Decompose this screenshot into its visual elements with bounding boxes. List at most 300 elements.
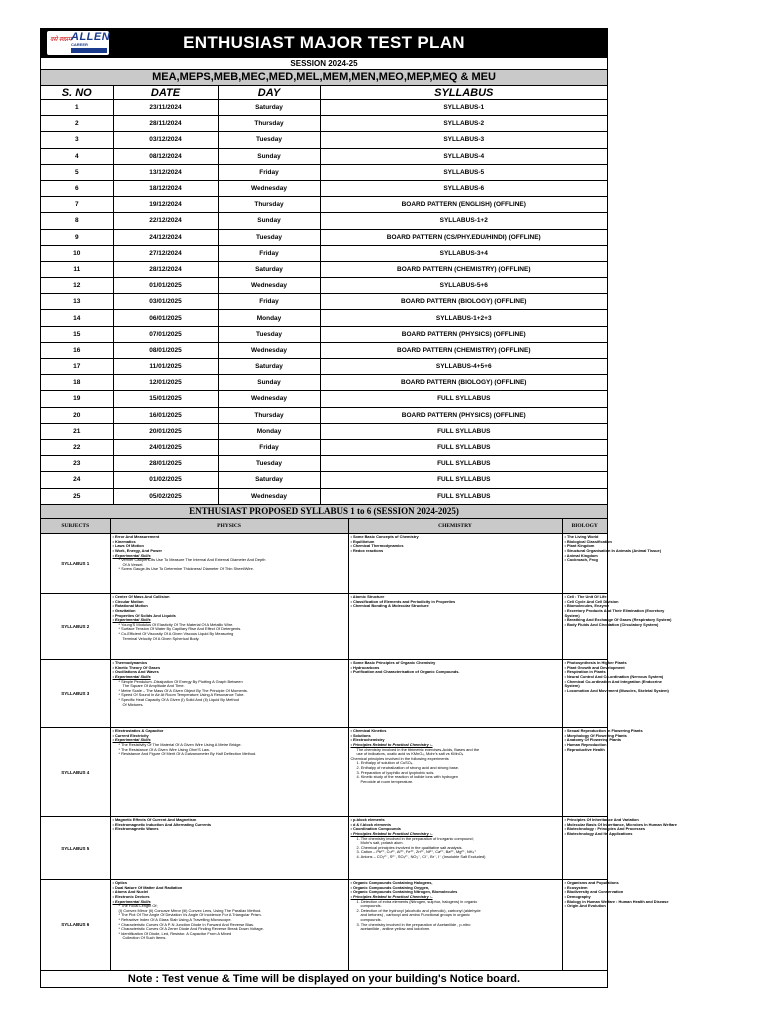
chemistry-topic-line: 2. Detection of the hydroxyl (alcoholic and phenolic), carbonyl (aldehyde [356, 907, 481, 913]
cell-day: Monday [218, 423, 320, 439]
physics-topic-line: * Speed Of Sound In Air At Room Temperature Using A Resonance Tube. [118, 692, 245, 698]
cell-date: 11/01/2025 [113, 359, 218, 375]
header-bar [41, 29, 607, 57]
physics-topic-line: Of Mixtures. [122, 701, 144, 707]
cell-syllabus: BOARD PATTERN (ENGLISH) (OFFLINE) [320, 197, 607, 213]
syllabus-row [41, 817, 607, 880]
cell-day: Sunday [218, 213, 320, 229]
biology-topic-line: • Biodiversity and Conservation [564, 889, 624, 895]
physics-topic-line: * The Resistivity Of The Material Of A Given Wire Using A Metre Bridge. [118, 741, 242, 747]
cell-sno: 17 [41, 359, 113, 375]
cell-day: Sunday [218, 375, 320, 391]
cell-sno: 7 [41, 197, 113, 213]
cell-date: 18/12/2024 [113, 180, 218, 196]
chemistry-topic-line: • Chemical Thermodynamics [350, 543, 404, 549]
cell-sno: 3 [41, 132, 113, 148]
chemistry-topic-line: • Atomic Structure [350, 594, 385, 600]
physics-topic-line: Of A Vessel. [122, 561, 144, 567]
cell-syllabus: BOARD PATTERN (BIOLOGY) (OFFLINE) [320, 375, 607, 391]
chemistry-topic-line: The chemistry involved in the titrimetric exercises-Acids, Bases and the [356, 746, 480, 752]
biology-topics [562, 594, 672, 660]
physics-topic-line: * Identification Of Diode, Led, Resistor. A Capacitor From A Mixed [118, 930, 232, 936]
biology-topics [562, 880, 669, 970]
syllabus-row [41, 880, 607, 970]
cell-day: Monday [218, 310, 320, 326]
chemistry-topic-line: 3. Preparation of lyophilic and lyophobic sols. [356, 769, 435, 775]
physics-topics [110, 880, 348, 970]
biology-topic-line: • The Living World [564, 534, 599, 540]
chemistry-topics [348, 660, 562, 728]
syllabus-row [41, 594, 607, 660]
physics-topic-line: • Thermodynamics [112, 660, 148, 666]
physics-topic-line: Terminal Velocity Of A Given Spherical Body. [122, 635, 200, 641]
cell-sno: 5 [41, 164, 113, 180]
table-row [41, 132, 607, 148]
cell-syllabus: SYLLABUS-4 [320, 148, 607, 164]
physics-topics [110, 817, 348, 880]
physics-topic-line: • Electronic Devices [112, 893, 150, 899]
physics-topic-line: • Gravitation [112, 607, 136, 613]
physics-topic-line: * Refractive Index Of A Glass Slab Using A Travelling Microscope. [118, 916, 232, 922]
table-row [41, 116, 607, 132]
cell-syllabus: BOARD PATTERN (PHYSICS) (OFFLINE) [320, 326, 607, 342]
table-row [41, 100, 607, 116]
syllabus-name: SYLLABUS 3 [41, 660, 110, 728]
physics-topic-line: * Characteristic Curves Of A P-N Junction Diode In Forward And Reverse Bias. [118, 921, 255, 927]
biology-topic-line: • Cockroach, Frog [564, 557, 598, 563]
biology-topic-line: • Morphology Of Flowering Plants [564, 732, 627, 738]
cell-sno: 25 [41, 488, 113, 504]
chemistry-topic-line: • Purification and Characterisation of Organic Compounds. [350, 669, 460, 675]
physics-topic-line: * The Resistance Of A Given Wire Using Ohm'S Law. [118, 746, 210, 752]
syllabus-header-row [41, 519, 607, 534]
column-header-biology: BIOLOGY [562, 519, 607, 534]
biology-topics [562, 728, 643, 817]
chemistry-topic-line: • Equilibrium [350, 538, 375, 544]
physics-topics [110, 594, 348, 660]
cell-sno: 8 [41, 213, 113, 229]
cell-syllabus: BOARD PATTERN (PHYSICS) (OFFLINE) [320, 407, 607, 423]
biology-topic-line: • Plant Kingdom [564, 543, 595, 549]
chemistry-topic-line: compounds. [360, 903, 382, 909]
chemistry-topics [348, 817, 562, 880]
biology-topic-line: System) [564, 612, 580, 618]
chemistry-topic-line: 4. Anions – CO₃²⁻, S²⁻, SO₄²⁻, NO₃⁻, Cl⁻, Br⁻, I⁻ (Insoluble Salt Excluded) [356, 853, 486, 859]
chemistry-topic-line: • Some Basic Concepts of Chemistry [350, 534, 419, 540]
syllabus-table [41, 518, 677, 970]
cell-sno: 1 [41, 100, 113, 116]
table-row [41, 326, 607, 342]
proposed-syllabus-title: ENTHUSIAST PROPOSED SYLLABUS 1 to 6 (SESSION 2024-2025) [41, 504, 607, 518]
column-header-sno: S. NO [41, 86, 113, 100]
cell-day: Friday [218, 439, 320, 455]
biology-topic-line: • Locomotion And Movement (Muscles, Skeletal System) [564, 687, 669, 693]
cell-date: 08/01/2025 [113, 342, 218, 358]
cell-date: 24/01/2025 [113, 439, 218, 455]
physics-topic-line: • Experimental Skills [112, 673, 151, 679]
cell-sno: 13 [41, 294, 113, 310]
physics-topic-line: • Rotational Motion [112, 603, 148, 609]
physics-topic-line: • Dual Nature Of Matter And Radiation [112, 884, 183, 890]
cell-syllabus: SYLLABUS-1+2+3 [320, 310, 607, 326]
biology-topic-line: • Cell : The Unit Of Life [564, 594, 607, 600]
cell-syllabus: SYLLABUS-5+6 [320, 278, 607, 294]
chemistry-topic-line: 1. The chemistry involved in the preparation of Inorganic compound; [356, 835, 474, 841]
table-row [41, 391, 607, 407]
cell-syllabus: SYLLABUS-1+2 [320, 213, 607, 229]
cell-day: Wednesday [218, 488, 320, 504]
cell-date: 15/01/2025 [113, 391, 218, 407]
chemistry-topic-line: • Organic Compounds Containing Oxygen, [350, 884, 430, 890]
physics-topic-line: • Experimental Skills [112, 898, 151, 904]
physics-topic-line: • Electromagnetic Waves [112, 826, 159, 832]
cell-date: 22/12/2024 [113, 213, 218, 229]
biology-topics [562, 534, 661, 594]
chemistry-topic-line: acetanilide , aniline yellow and iodoform. [360, 926, 431, 932]
chemistry-topic-line: • Classification of Elements and Periodicity in Properties [350, 598, 456, 604]
schedule-table [41, 85, 607, 504]
physics-topic-line: • Experimental Skills [112, 552, 151, 558]
cell-date: 28/12/2024 [113, 261, 218, 277]
column-header-chemistry: CHEMISTRY [348, 519, 562, 534]
chemistry-topics [348, 728, 562, 817]
cell-sno: 19 [41, 391, 113, 407]
chemistry-topic-line: • Organic Compounds Containing Halogens, [350, 880, 433, 886]
cell-syllabus: SYLLABUS-2 [320, 116, 607, 132]
physics-topic-line: • Error And Measurement [112, 534, 160, 540]
cell-day: Saturday [218, 359, 320, 375]
biology-topic-line: • Plant Growth and Development [564, 664, 625, 670]
physics-topic-line: * Resistance And Figure Of Merit Of A Galvanometer By Half Deflection Method. [118, 751, 257, 757]
cell-syllabus: FULL SYLLABUS [320, 391, 607, 407]
cell-day: Sunday [218, 148, 320, 164]
physics-topic-line: * The Plot Of The Angle Of Deviation Vs Angle Of Incidence For A Triangular Prism. [118, 912, 262, 918]
physics-topic-line: * Specific Heat Capacity Of A Given (I) Solid And (Ii) Liquid By Method [118, 696, 239, 702]
chemistry-topic-line: • Principles Related to Practical Chemistry :- [350, 741, 433, 747]
cell-date: 07/01/2025 [113, 326, 218, 342]
biology-topic-line: • Human Reproduction [564, 741, 607, 747]
table-row [41, 278, 607, 294]
page-title: ENTHUSIAST MAJOR TEST PLAN [183, 33, 465, 52]
physics-topic-line: • Electrostatics & Capacitor [112, 728, 164, 734]
cell-day: Friday [218, 294, 320, 310]
chemistry-topic-line: • Electrochemistry [350, 737, 385, 743]
cell-sno: 10 [41, 245, 113, 261]
syllabus-name: SYLLABUS 2 [41, 594, 110, 660]
schedule-header-row [41, 86, 607, 100]
physics-topic-line: * The Focal Length Of; [118, 903, 158, 909]
cell-day: Saturday [218, 472, 320, 488]
physics-topic-line: • Atoms And Nuclei [112, 889, 149, 895]
table-row [41, 245, 607, 261]
chemistry-topics [348, 594, 562, 660]
syllabus-row [41, 728, 607, 817]
biology-topic-line: • Demography [564, 893, 591, 899]
physics-topic-line: • Properties Of Solids And Liquids [112, 612, 176, 618]
batch-groups: MEA,MEPS,MEB,MEC,MED,MEL,MEM,MEN,MEO,MEP,MEQ & MEU [41, 69, 607, 85]
syllabus-name: SYLLABUS 6 [41, 880, 110, 970]
session-label: SESSION 2024-25 [41, 57, 607, 69]
table-row [41, 180, 607, 196]
cell-syllabus: FULL SYLLABUS [320, 423, 607, 439]
syllabus-name: SYLLABUS 5 [41, 817, 110, 880]
cell-date: 13/12/2024 [113, 164, 218, 180]
table-row [41, 213, 607, 229]
physics-topic-line: • Magnetic Effects Of Current And Magnetism [112, 817, 197, 823]
biology-topic-line: • Biotechnology And Its Applications [564, 830, 633, 836]
physics-topic-line: * Co-Efficient Of Viscosity Of A Given Viscous Liquid By Measuring [118, 630, 234, 636]
logo-text: ALLEN [71, 31, 111, 43]
table-row [41, 164, 607, 180]
chemistry-topic-line: 1. Detection of extra elements (Nitrogen, sulphur, halogens) in organic [356, 898, 478, 904]
column-header-physics: PHYSICS [110, 519, 348, 534]
table-row [41, 359, 607, 375]
cell-day: Tuesday [218, 132, 320, 148]
cell-sno: 6 [41, 180, 113, 196]
biology-topic-line: • Molecular Basis Of Inheritance, Microbes In Human Welfare [564, 821, 677, 827]
physics-topic-line: • Optics [112, 880, 128, 886]
chemistry-topic-line: • Organic Compounds Containing Nitrogen, Biomolecules [350, 889, 458, 895]
physics-topic-line: • Oscillations And Waves [112, 669, 159, 675]
chemistry-topic-line: • Redox reactions [350, 547, 384, 553]
cell-sno: 24 [41, 472, 113, 488]
biology-topics [562, 817, 677, 880]
physics-topic-line: * Metre Scale – The Mass Of A Given Object By The Principle Of Moments. [118, 687, 248, 693]
chemistry-topic-line: • Coordination Compounds [350, 826, 401, 832]
chemistry-topic-line: Peroxide at room temperature. [360, 778, 414, 784]
biology-topic-line: • Chemical Co-ordination And Integration (Endocrine [564, 678, 662, 684]
chemistry-topic-line: • Some Basic Principles of Organic Chemistry [350, 660, 436, 666]
chemistry-topic-line: • Chemical Bonding & Molecular Structure [350, 603, 429, 609]
table-row [41, 229, 607, 245]
cell-date: 24/12/2024 [113, 229, 218, 245]
cell-day: Friday [218, 245, 320, 261]
chemistry-topic-line: 1. Enthalpy of solution of CuSO₄. [356, 760, 414, 766]
biology-topic-line: • Reproductive Health [564, 746, 605, 752]
cell-sno: 18 [41, 375, 113, 391]
cell-day: Tuesday [218, 229, 320, 245]
physics-topic-line: * Young'S Modulus Of Elasticity Of The Material Of A Metallic Wire. [118, 621, 234, 627]
chemistry-topic-line: Mohr's salt, potash alum. [360, 840, 404, 846]
chemistry-topic-line: 2. Chemical principles involved in the qualitative salt analysis. [356, 844, 463, 850]
cell-date: 03/12/2024 [113, 132, 218, 148]
cell-sno: 15 [41, 326, 113, 342]
chemistry-topic-line: • Solutions [350, 732, 371, 738]
table-row [41, 294, 607, 310]
cell-day: Wednesday [218, 278, 320, 294]
chemistry-topic-line: use of indicators, oxalic acid vs KMnO₄, Mohr's salt vs KMnO₄ [356, 751, 464, 757]
chemistry-topic-line: • Chemical Kinetics [350, 728, 387, 734]
cell-date: 19/12/2024 [113, 197, 218, 213]
cell-day: Wednesday [218, 180, 320, 196]
cell-date: 28/11/2024 [113, 116, 218, 132]
biology-topic-line: • Organisms and Populations [564, 880, 619, 886]
biology-topic-line: • Sexual Reproduction in Flowering Plants [564, 728, 643, 734]
physics-topic-line: Collection Of Such Items. [122, 935, 167, 941]
cell-date: 01/01/2025 [113, 278, 218, 294]
cell-date: 03/01/2025 [113, 294, 218, 310]
table-row [41, 488, 607, 504]
table-row [41, 197, 607, 213]
biology-topics [562, 660, 669, 728]
physics-topic-line: * Surface Tension Of Water By Capillary Rise And Effect Of Detergents. [118, 626, 242, 632]
physics-topic-line: * Vernier Callipers-Its Use To Measure The Internal And External Diameter And Depth [118, 557, 266, 563]
cell-sno: 2 [41, 116, 113, 132]
cell-syllabus: SYLLABUS-5 [320, 164, 607, 180]
cell-date: 12/01/2025 [113, 375, 218, 391]
biology-topic-line: • Biomolecules, Enzyme [564, 603, 610, 609]
cell-sno: 16 [41, 342, 113, 358]
biology-topic-line: • Biotechnology : Principles And Processes [564, 826, 646, 832]
cell-sno: 9 [41, 229, 113, 245]
chemistry-topics [348, 880, 562, 970]
cell-syllabus: FULL SYLLABUS [320, 488, 607, 504]
cell-date: 06/01/2025 [113, 310, 218, 326]
logo-bar [71, 48, 107, 53]
column-header-syllabus: SYLLABUS [320, 86, 607, 100]
cell-date: 01/02/2025 [113, 472, 218, 488]
footer-note: Note : Test venue & Time will be displayed on your building's Notice board. [41, 970, 607, 987]
cell-date: 28/01/2025 [113, 456, 218, 472]
chemistry-topic-line: • Principles Related to Practical Chemistry :- [350, 830, 433, 836]
cell-date: 20/01/2025 [113, 423, 218, 439]
table-row [41, 310, 607, 326]
cell-syllabus: BOARD PATTERN (CHEMISTRY) (OFFLINE) [320, 342, 607, 358]
cell-day: Thursday [218, 116, 320, 132]
biology-topic-line: • Ecosystem [564, 884, 588, 890]
allen-logo [47, 31, 109, 55]
table-row [41, 423, 607, 439]
cell-syllabus: SYLLABUS-4+5+6 [320, 359, 607, 375]
cell-date: 16/01/2025 [113, 407, 218, 423]
biology-topic-line: • Photosynthesis in Higher Plants [564, 660, 627, 666]
cell-sno: 20 [41, 407, 113, 423]
biology-topic-line: • Anatomy Of Flowering Plants [564, 737, 622, 743]
physics-topics [110, 534, 348, 594]
cell-day: Tuesday [218, 326, 320, 342]
logo-subtext: CAREER [71, 42, 88, 47]
physics-topic-line: * Screw Gauge-Its Use To Determine Thickness/ Diameter Of Thin Sheet/Wire. [118, 566, 254, 572]
cell-day: Wednesday [218, 391, 320, 407]
biology-topic-line: • Origin And Evolution [564, 903, 606, 909]
table-row [41, 148, 607, 164]
column-header-date: DATE [113, 86, 218, 100]
cell-date: 08/12/2024 [113, 148, 218, 164]
table-row [41, 261, 607, 277]
chemistry-topic-line: 3. The chemistry involved in the preparation of Acetanilide , p-nitro [356, 921, 471, 927]
table-row [41, 342, 607, 358]
biology-topic-line: • Biological Classification [564, 538, 612, 544]
table-row [41, 439, 607, 455]
syllabus-row [41, 534, 607, 594]
physics-topic-line: • Kinetic Theory Of Gases [112, 664, 161, 670]
cell-sno: 14 [41, 310, 113, 326]
physics-topic-line: • Work, Energy, And Power [112, 547, 162, 553]
cell-day: Friday [218, 164, 320, 180]
physics-topic-line: • Kinematics [112, 538, 136, 544]
table-row [41, 375, 607, 391]
biology-topic-line: • Cell Cycle And Cell Division [564, 598, 619, 604]
cell-syllabus: FULL SYLLABUS [320, 472, 607, 488]
cell-syllabus: SYLLABUS-6 [320, 180, 607, 196]
biology-topic-line: • Biology in Human Welfare : Human Health and Disease [564, 898, 669, 904]
biology-topic-line: • Excretory Products And Their Elimination (Excretory [564, 607, 665, 613]
chemistry-topics [348, 534, 562, 594]
cell-sno: 22 [41, 439, 113, 455]
chemistry-topic-line: • Hydrocarbons [350, 664, 380, 670]
cell-syllabus: FULL SYLLABUS [320, 439, 607, 455]
cell-syllabus: SYLLABUS-3 [320, 132, 607, 148]
physics-topic-line: • Center Of Mass And Collision [112, 594, 170, 600]
chemistry-topic-line: 3. Cation – Pb²⁺, Cu²⁺, Al³⁺, Fe³⁺, Zn²⁺, Ni²⁺, Ca²⁺, Ba²⁺, Mg²⁺, NH₄⁺ [356, 849, 477, 855]
physics-topic-line: • Experimental Skills [112, 617, 151, 623]
cell-date: 05/02/2025 [113, 488, 218, 504]
chemistry-topic-line: Chemical principles involved in the following experiments [350, 755, 449, 761]
cell-sno: 11 [41, 261, 113, 277]
cell-day: Thursday [218, 197, 320, 213]
physics-topic-line: The Square Of Amplitude And Time. [122, 683, 185, 689]
chemistry-topic-line: • Principles Related to Practical Chemistry :- [350, 893, 433, 899]
biology-topic-line: • Structural Organisation In Animals (Animal Tissue) [564, 547, 661, 553]
biology-topic-line: • Animal Kingdom [564, 552, 598, 558]
test-plan-sheet [40, 28, 677, 988]
biology-topic-line: System) [564, 683, 580, 689]
cell-sno: 23 [41, 456, 113, 472]
physics-topic-line: • Experimental Skills [112, 737, 151, 743]
column-header-day: DAY [218, 86, 320, 100]
syllabus-name: SYLLABUS 1 [41, 534, 110, 594]
chemistry-topic-line: 4. Kinetic study of the reaction of iodide ions with hydrogen [356, 774, 458, 780]
column-header-subjects: SUBJECTS [41, 519, 110, 534]
chemistry-topic-line: and ketones) , carboxyl and amino Functional groups in organic [360, 912, 470, 918]
cell-syllabus: BOARD PATTERN (CS/PHY.EDU/HINDI) (OFFLINE) [320, 229, 607, 245]
cell-syllabus: SYLLABUS-1 [320, 100, 607, 116]
cell-sno: 21 [41, 423, 113, 439]
physics-topic-line: * Simple Pendulum -Dissipation Of Energy By Plotting A Graph Between [118, 678, 243, 684]
biology-topic-line: • Principles Of Inheritance And Variation [564, 817, 639, 823]
biology-topic-line: • Breathing And Exchange Of Gases (Respiratory System) [564, 617, 672, 623]
cell-syllabus: BOARD PATTERN (BIOLOGY) (OFFLINE) [320, 294, 607, 310]
biology-topic-line: • Respiration in Plants [564, 669, 606, 675]
syllabus-row [41, 660, 607, 728]
chemistry-topic-line: compounds. [360, 916, 382, 922]
cell-syllabus: SYLLABUS-3+4 [320, 245, 607, 261]
cell-date: 27/12/2024 [113, 245, 218, 261]
chemistry-topic-line: • p-block elements [350, 817, 385, 823]
physics-topics [110, 728, 348, 817]
cell-sno: 4 [41, 148, 113, 164]
cell-date: 23/11/2024 [113, 100, 218, 116]
biology-topic-line: • Body Fluids And Circulation (Circulatory System) [564, 621, 659, 627]
cell-day: Thursday [218, 407, 320, 423]
table-row [41, 456, 607, 472]
physics-topic-line: • Circular Motion [112, 598, 144, 604]
cell-day: Saturday [218, 261, 320, 277]
biology-topic-line: • Neural Control And Co-ordination (Nervous System) [564, 673, 664, 679]
cell-sno: 12 [41, 278, 113, 294]
table-row [41, 472, 607, 488]
chemistry-topic-line: • d & f-block elements [350, 821, 391, 827]
cell-syllabus: FULL SYLLABUS [320, 456, 607, 472]
chemistry-topic-line: 2. Enthalpy of neutralization of strong acid and strong base. [356, 764, 460, 770]
physics-topic-line: • Current Electricity [112, 732, 149, 738]
syllabus-name: SYLLABUS 4 [41, 728, 110, 817]
physics-topic-line: • Electromagnetic Induction And Alternating Currents [112, 821, 212, 827]
logo-tagline: वसे स्वप्नम [50, 37, 72, 43]
cell-day: Wednesday [218, 342, 320, 358]
physics-topic-line: • Laws Of Motion [112, 543, 144, 549]
physics-topics [110, 660, 348, 728]
